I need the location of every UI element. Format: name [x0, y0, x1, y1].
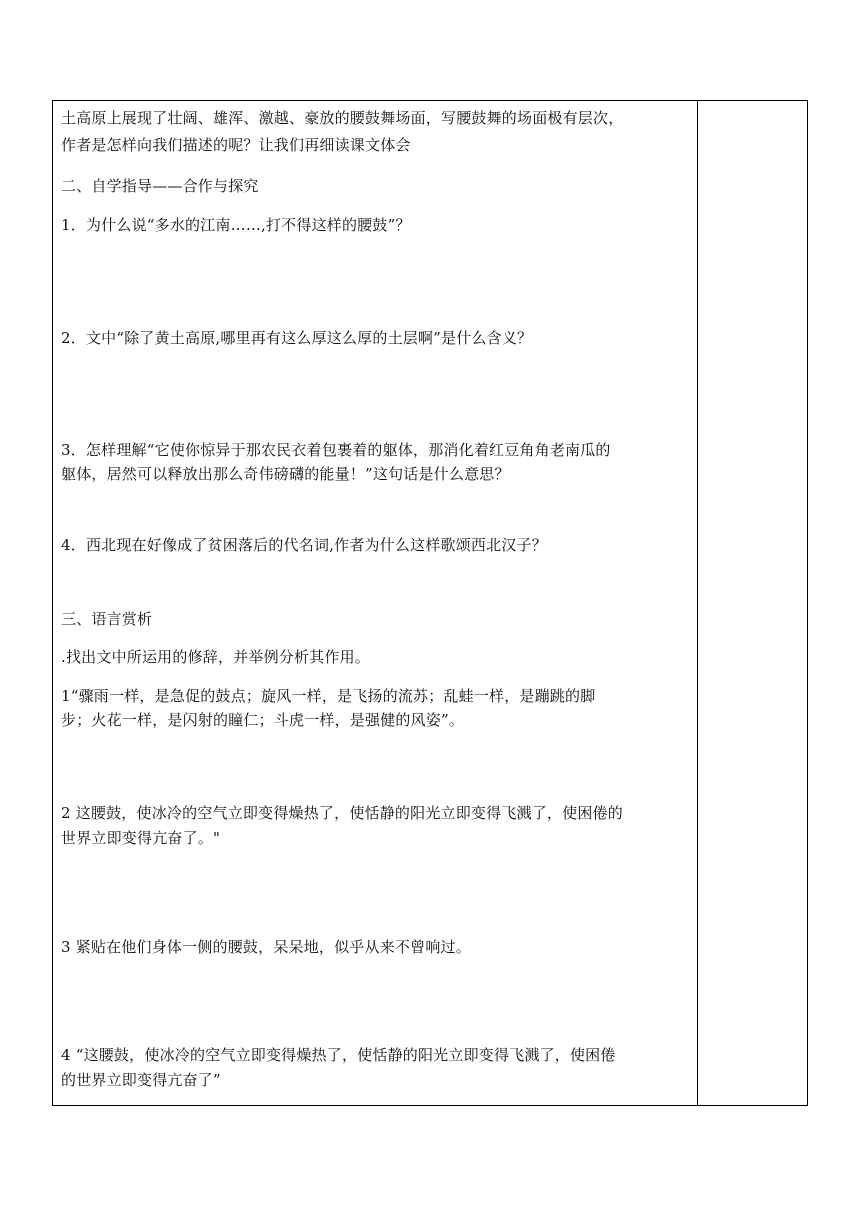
example-1-line-2: 步；火花一样，是闪射的瞳仁；斗虎一样，是强健的风姿”。	[61, 711, 465, 729]
question-2: 2．文中“除了黄土高原,哪里再有这么厚这么厚的土层啊”是什么含义？	[61, 329, 533, 347]
example-2-line-2: 世界立即变得亢奋了。"	[61, 829, 221, 847]
intro-line-1: 土高原上展现了壮阔、雄浑、激越、豪放的腰鼓舞场面，写腰鼓舞的场面极有层次，	[61, 109, 624, 127]
notes-cell	[698, 101, 808, 1105]
example-3: 3 紧贴在他们身体一侧的腰鼓，呆呆地，似乎从来不曾响过。	[61, 938, 471, 956]
main-content-cell	[53, 101, 697, 1105]
lesson-table	[52, 100, 808, 1106]
example-4-line-2: 的世界立即变得亢奋了”	[61, 1071, 221, 1089]
question-3-line-2: 躯体，居然可以释放出那么奇伟磅礴的能量！”这句话是什么意思？	[61, 465, 510, 483]
section-3-heading: 三、语言赏析	[61, 610, 153, 628]
example-1-line-1: 1“骤雨一样，是急促的鼓点；旋风一样，是飞扬的流苏；乱蛙一样，是蹦跳的脚	[61, 687, 596, 705]
question-4: 4．西北现在好像成了贫困落后的代名词,作者为什么这样歌颂西北汉子？	[61, 536, 547, 554]
section-2-heading: 二、自学指导——合作与探究	[61, 177, 259, 195]
question-3-line-1: 3．怎样理解“它使你惊异于那农民衣着包裹着的躯体，那消化着红豆角角老南瓜的	[61, 441, 611, 459]
question-1: 1．为什么说“多水的江南……,打不得这样的腰鼓”？	[61, 216, 411, 234]
intro-line-2: 作者是怎样向我们描述的呢？让我们再细读课文体会	[61, 136, 411, 154]
example-2-line-1: 2 这腰鼓，使冰冷的空气立即变得燥热了，使恬静的阳光立即变得飞溅了，使困倦的	[61, 804, 623, 822]
example-4-line-1: 4 “这腰鼓，使冰冷的空气立即变得燥热了，使恬静的阳光立即变得飞溅了，使困倦	[61, 1046, 616, 1064]
rhetoric-instruction: .找出文中所运用的修辞，并举例分析其作用。	[61, 648, 370, 666]
